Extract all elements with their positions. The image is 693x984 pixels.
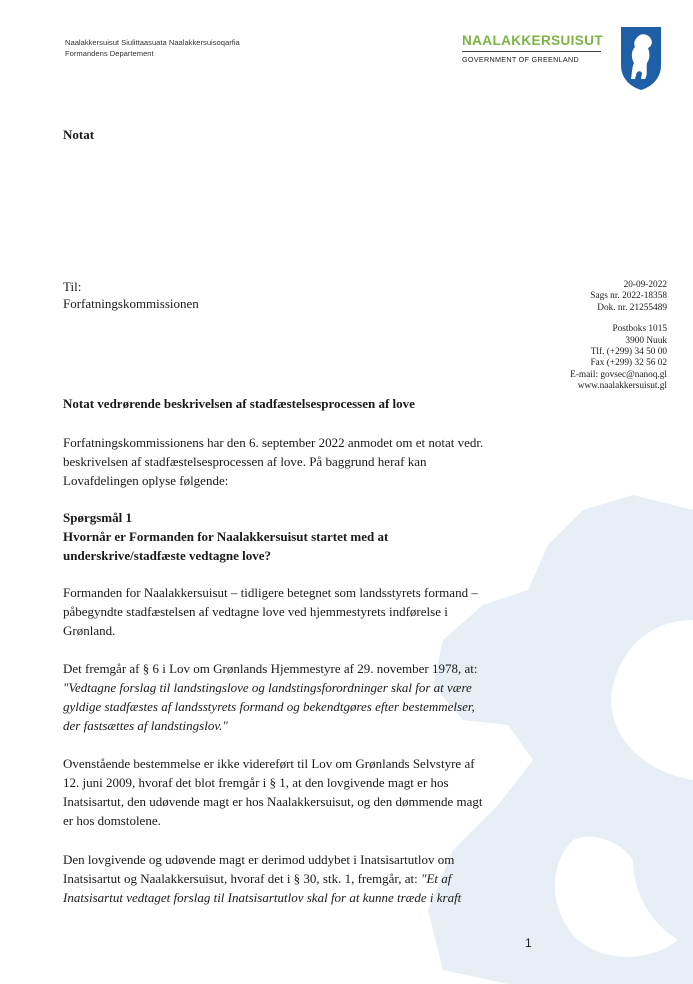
document-date: 20-09-2022 [623,280,667,290]
text-line: Den lovgivende og udøvende magt er derimod uddybet i Inatsisartutlov om [63,852,455,867]
text-line: beskrivelsen af stadfæstelsesprocessen af love. På baggrund heraf kan [63,454,427,469]
department-header [65,37,240,59]
polar-bear-seal-icon [618,25,664,91]
document-metadata [570,280,667,393]
hjemmestyre-paragraph [63,659,547,735]
quote-segment: "Et af [420,871,452,886]
postbox: Postboks 1015 [612,324,667,335]
text-line: påbegyndte stadfæstelsen af vedtagne love ved hjemmestyrets indførelse i [63,604,448,619]
text-line: Formanden for Naalakkersuisut – tidligere betegnet som landsstyrets formand – [63,585,478,600]
selvstyre-paragraph [63,754,547,830]
text-line: Inatsisartut, den udøvende magt er hos Naalakkersuisut, og den dømmende magt [63,794,483,809]
text-segment: Inatsisartut og Naalakkersuisut, hvoraf det i § 30, stk. 1, fremgår, at: [63,871,421,886]
quote-line: Inatsisartut vedtaget forslag til Inatsisartutlov skal for at kunne træde i kraft [63,890,462,905]
recipient-name: Forfatningskommissionen [63,296,199,311]
document-heading: Notat vedrørende beskrivelsen af stadfæstelsesprocessen af love [63,396,415,411]
text-line [63,869,547,888]
intro-paragraph [63,433,547,490]
text-line: Ovenstående bestemmelse er ikke videreført til Lov om Grønlands Selvstyre af [63,756,475,771]
department-line-2: Formandens Departement [65,49,154,58]
inatsisartutlov-paragraph [63,850,547,907]
text-line: er hos domstolene. [63,813,161,828]
city: 3900 Nuuk [625,335,667,346]
page-number: 1 [525,936,532,950]
brand-name: NAALAKKERSUISUT [462,33,603,48]
text-line: Lovafdelingen oplyse følgende: [63,473,229,488]
text-line: 12. juni 2009, hvoraf det blot fremgår i § 1, at den lovgivende magt er hos [63,775,449,790]
fax: Fax (+299) 32 56 02 [590,358,667,369]
brand-divider [462,51,601,52]
department-line-1: Naalakkersuisut Siulittaasuata Naalakkersuisoqarfia [65,38,240,47]
document-number: Dok. nr. 21255489 [597,302,667,313]
question-number: Spørgsmål 1 [63,510,132,525]
text-line: Forfatningskommissionens har den 6. september 2022 anmodet om et notat vedr. [63,435,484,450]
brand-subtitle: GOVERNMENT OF GREENLAND [462,55,579,64]
text-line: Grønland. [63,623,116,638]
document-type: Notat [63,127,95,142]
recipient-label: Til: [63,279,82,294]
quote-line: gyldige stadfæstes af landsstyrets formand og bekendtgøres efter bestemmelser, [63,699,475,714]
recipient-block [63,278,199,312]
text-line: Hvornår er Formanden for Naalakkersuisut startet med at [63,529,389,544]
phone: Tlf. (+299) 34 50 00 [590,347,667,358]
quote-line: der fastsættes af landstingslov." [63,718,228,733]
email: E-mail: govsec@nanoq.gl [570,369,667,380]
question-heading [63,508,547,565]
quote-line: "Vedtagne forslag til landstingslove og landstingsforordninger skal for at være [63,680,472,695]
brand-logo [462,33,603,64]
text-line: underskrive/stadfæste vedtagne love? [63,548,271,563]
website: www.naalakkersuisut.gl [577,381,667,392]
text-line: Det fremgår af § 6 i Lov om Grønlands Hjemmestyre af 29. november 1978, at: [63,661,478,676]
case-number: Sags nr. 2022-18358 [590,291,667,302]
answer-paragraph [63,583,547,640]
